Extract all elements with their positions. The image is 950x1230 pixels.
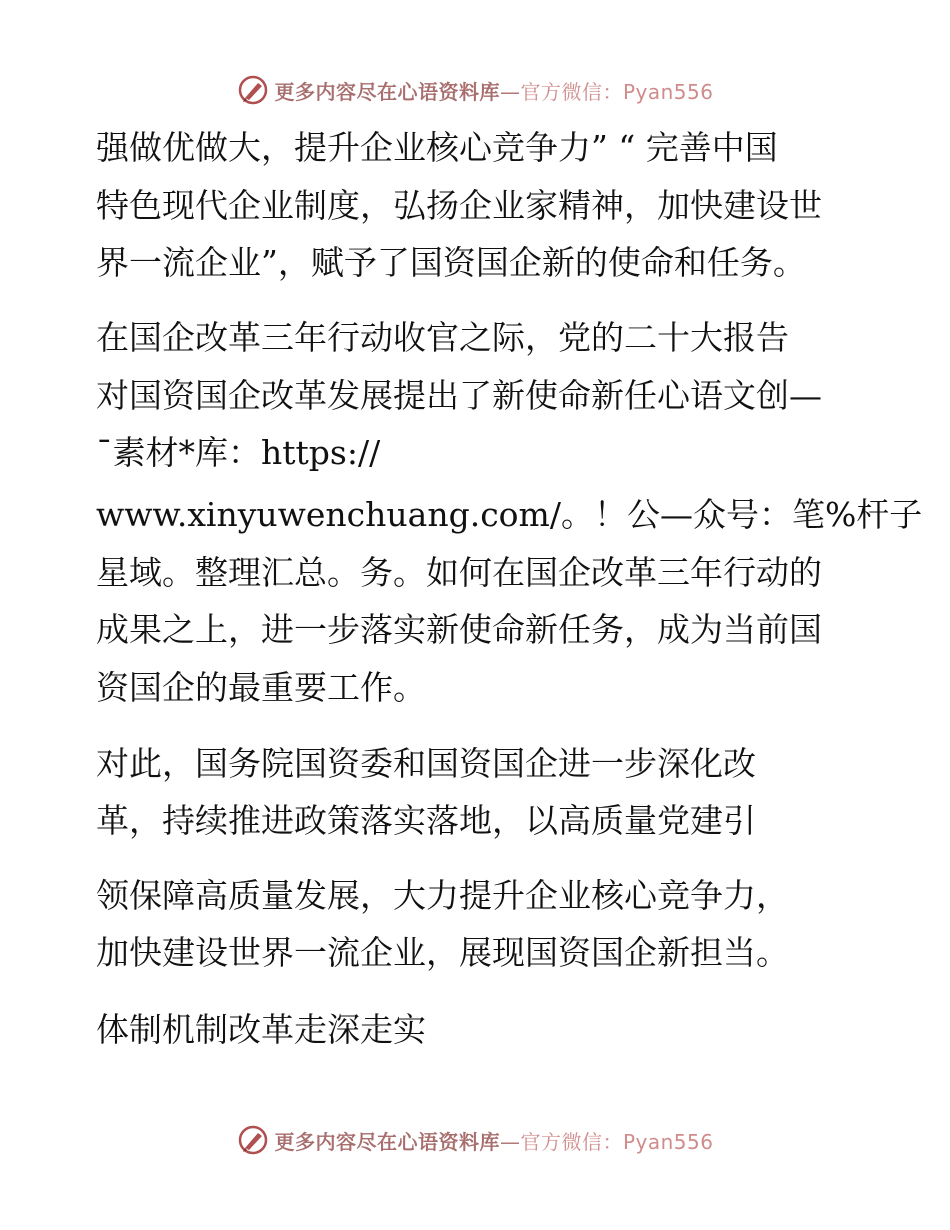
footer-banner bbox=[0, 1120, 950, 1160]
pen-logo-icon bbox=[236, 73, 270, 107]
body-line: 对国资国企改革发展提出了新使命新任心语文创— bbox=[96, 376, 822, 415]
body-line: 界一流企业”，赋予了国资国企新的使命和任务。 bbox=[96, 243, 806, 282]
pen-logo-icon bbox=[236, 1123, 270, 1157]
footer-brand: 更多内容尽在心语资料库 bbox=[274, 1129, 500, 1154]
footer-dash: — bbox=[499, 1129, 521, 1154]
body-line: 领保障高质量发展，大力提升企业核心竞争力， bbox=[96, 876, 789, 915]
body-line: 革，持续推进政策落实落地，以高质量党建引 bbox=[96, 801, 756, 840]
header-banner-text bbox=[274, 76, 713, 105]
body-line: 资国企的最重要工作。 bbox=[96, 668, 426, 707]
body-line: www.xinyuwenchuang.com/。！公—众号：笔%杆子 bbox=[96, 495, 923, 534]
body-line: 对此，国务院国资委和国资国企进一步深化改 bbox=[96, 744, 756, 783]
body-line: 加快建设世界一流企业，展现国资国企新担当。 bbox=[96, 933, 789, 972]
footer-wechat: 官方微信：Pyan556 bbox=[520, 1129, 714, 1154]
header-wechat: 官方微信：Pyan556 bbox=[520, 79, 714, 104]
footer-banner-text bbox=[274, 1126, 713, 1155]
body-line: 在国企改革三年行动收官之际，党的二十大报告 bbox=[96, 318, 789, 357]
body-line: 特色现代企业制度，弘扬企业家精神，加快建设世 bbox=[96, 186, 822, 225]
body-line: 成果之上，进一步落实新使命新任务，成为当前国 bbox=[96, 610, 822, 649]
header-brand: 更多内容尽在心语资料库 bbox=[274, 79, 500, 104]
body-line: 星域。整理汇总。务。如何在国企改革三年行动的 bbox=[96, 553, 822, 592]
header-banner bbox=[0, 70, 950, 110]
body-line: ¯素材*库：https:// bbox=[96, 433, 381, 472]
body-line: 强做优做大，提升企业核心竞争力” “ 完善中国 bbox=[96, 128, 778, 167]
body-line: 体制机制改革走深走实 bbox=[96, 1010, 426, 1049]
header-dash: — bbox=[499, 79, 521, 104]
